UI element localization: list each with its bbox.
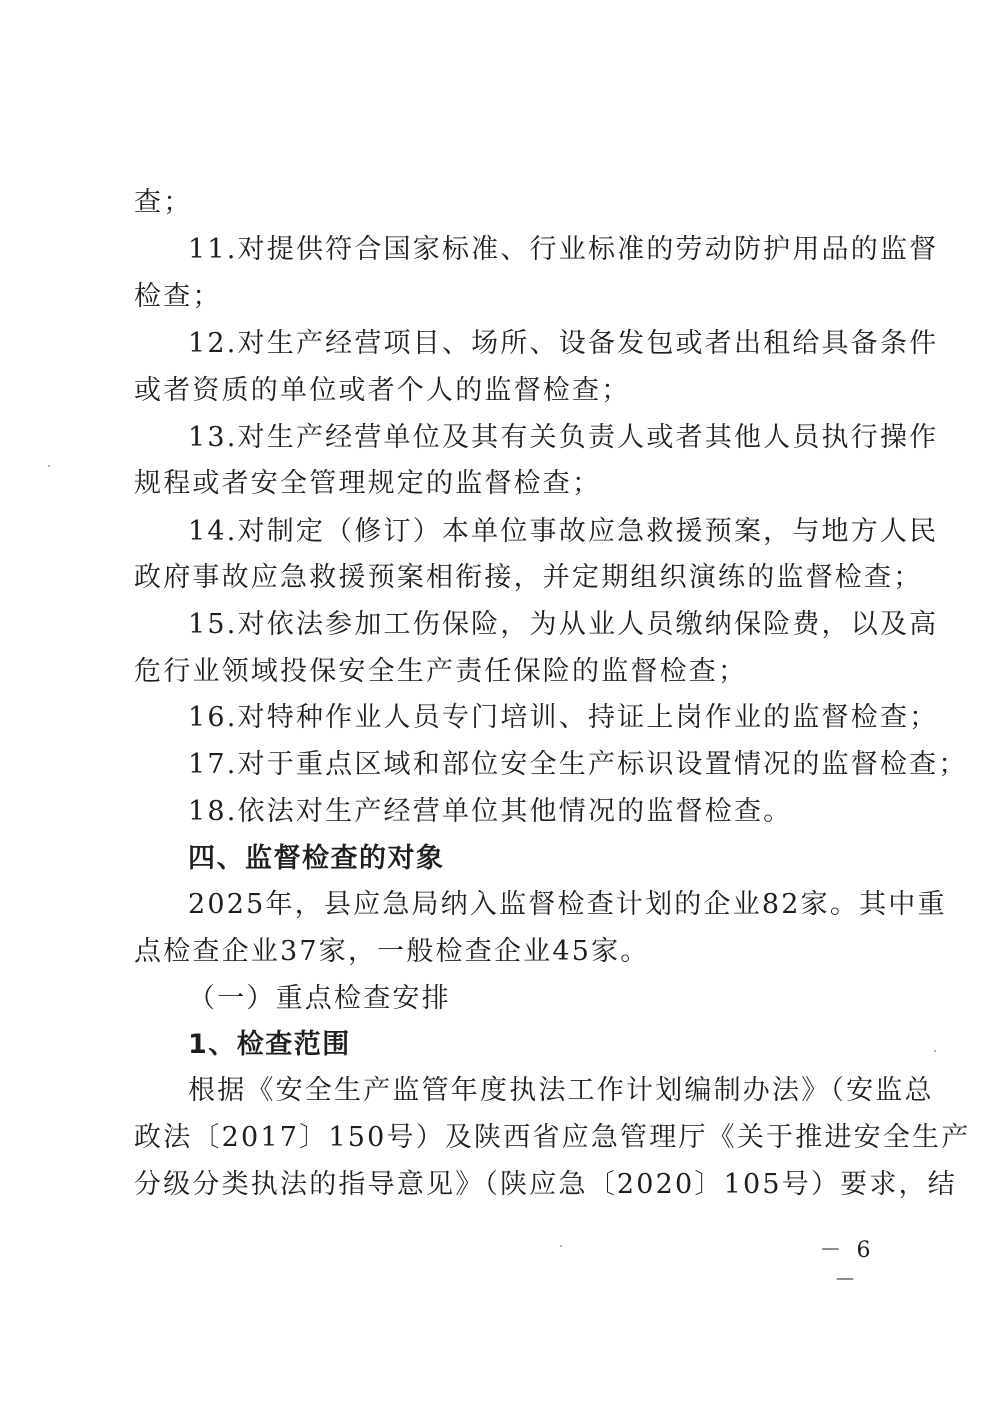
text-line: 13.对生产经营单位及其有关负责人或者其他人员执行操作 [188, 422, 939, 453]
subsection-heading: （一）重点检查安排 [188, 983, 451, 1014]
scan-speck [48, 465, 50, 467]
scan-speck [934, 1050, 936, 1052]
text-line: 根据《安全生产监管年度执法工作计划编制办法》（安监总 [188, 1075, 934, 1106]
text-line: 规程或者安全管理规定的监督检查； [134, 468, 602, 499]
text-line: 查； [134, 187, 193, 218]
text-line: 17.对于重点区域和部位安全生产标识设置情况的监督检查； [188, 749, 968, 780]
scan-speck [560, 1245, 562, 1247]
text-line: 检查； [134, 281, 222, 312]
text-line: 或者资质的单位或者个人的监督检查； [134, 375, 631, 406]
section-heading: 四、监督检查的对象 [188, 843, 445, 874]
text-line: 政法〔2017〕150号）及陕西省应急管理厅《关于推进安全生产 [134, 1122, 971, 1153]
item-heading: 1、检查范围 [188, 1029, 351, 1060]
text-line: 15.对依法参加工伤保险，为从业人员缴纳保险费，以及高 [188, 609, 939, 640]
text-line: 14.对制定（修订）本单位事故应急救援预案，与地方人民 [188, 516, 939, 547]
text-line: 12.对生产经营项目、场所、设备发包或者出租给具备条件 [188, 328, 939, 359]
text-line: 点检查企业37家，一般检查企业45家。 [134, 936, 650, 967]
page-number: － 6 － [819, 1238, 875, 1293]
text-line: 分级分类执法的指导意见》（陕应急〔2020〕105号）要求，结 [134, 1169, 957, 1200]
text-line: 11.对提供符合国家标准、行业标准的劳动防护用品的监督 [188, 234, 939, 265]
text-line: 政府事故应急救援预案相衔接，并定期组织演练的监督检查； [134, 562, 923, 593]
text-line: 危行业领域投保安全生产责任保险的监督检查； [134, 656, 748, 687]
text-line: 2025年，县应急局纳入监督检查计划的企业82家。其中重 [188, 889, 947, 920]
text-line: 18.依法对生产经营单位其他情况的监督检查。 [188, 796, 793, 827]
text-line: 16.对特种作业人员专门培训、持证上岗作业的监督检查； [188, 702, 939, 733]
